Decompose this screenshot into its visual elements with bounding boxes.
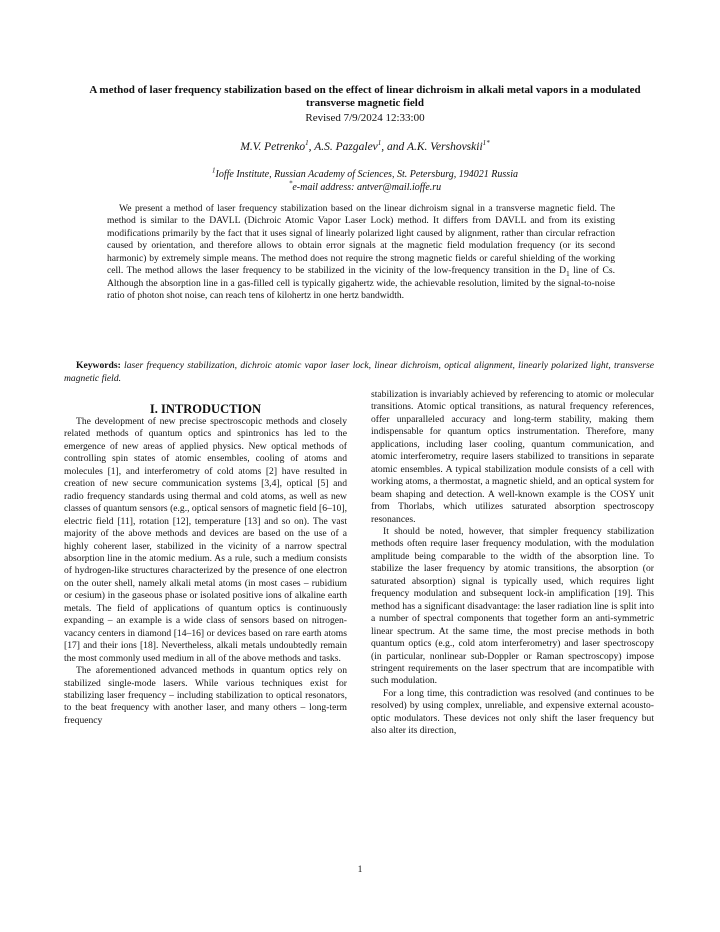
affiliation-block [80,168,650,194]
author-separator: , [308,141,315,153]
keywords-label: Keywords: [76,360,121,371]
email-address: e-mail address: antver@mail.ioffe.ru [292,182,442,193]
author-name: A.K. Vershovskii [406,141,483,153]
page-number: 1 [357,864,363,875]
author-affiliation-mark: 1 [377,139,382,148]
author-name: M.V. Petrenko [240,141,306,153]
affiliation-mark: 1 [212,166,216,175]
section-heading: I. INTRODUCTION [149,402,262,416]
paragraph: For a long time, this contradiction was resolved (and continues to be resolved) by using complex, unreliable, and expensive external acousto-optic modulators. These devices not only shift the laser frequency but also alter its direction, [371,687,654,737]
affiliation-institute: Ioffe Institute, Russian Academy of Sciences, St. Petersburg, 194021 Russia [215,169,518,180]
author-affiliation-mark: 1 [305,139,309,148]
author-name: A.S. Pazgalev [314,141,378,153]
email-line [80,181,650,194]
author-affiliation-mark: 1* [482,139,490,148]
affiliation-line [80,168,650,181]
left-column [64,402,347,727]
abstract-subscript: 1 [566,270,570,279]
keywords-text: laser frequency stabilization, dichroic atomic vapor laser lock, linear dichroism, optical alignment, linearly polarized light, transverse magnetic field. [64,360,654,384]
paragraph-continued: stabilization is invariably achieved by referencing to atomic or molecular transitions. Atomic optical transitions, as natural frequency references, offer unparalleled accuracy and long-term stability, making them indispensable for quantum optics instrumentation. Therefore, many applications, including laser cooling, quantum communication, and atomic interferometry, require lasers stabilized to transitions in separate atomic ensembles. A typical stabilization module consists of a cell with working atoms, a thermostat, a magnetic shield, and an optical system for beam shaping and detection. A well-known example is the COSY unit from Thorlabs, which utilizes saturated absorption spectroscopy resonances. [371,389,654,525]
author-list [80,140,650,154]
paragraph: The aforementioned advanced methods in quantum optics rely on stabilized single-mode lasers. While various techniques exist for stabilizing laser frequency – including stabilization to optical resonators, to the beat frequency with another laser, and many others – long-term frequency [64,665,347,726]
paragraph: It should be noted, however, that simpler frequency stabilization methods often require laser frequency modulation, with the modulation amplitude being comparable to the width of the absorption line. To stabilize the laser frequency by atomic transitions, the absorption (or saturated absorption) signal is typically used, which requires light frequency modulation and subsequent lock-in amplification [19]. This method has a significant disadvantage: the laser radiation line is split into a number of spectral components that together form an anti-symmetric linear spectrum. At the same time, the most precise methods in both quantum optics (e.g., cold atom interferometry) and laser spectroscopy (in particular, nonlinear sub-Doppler or Raman spectroscopy) impose stringent requirements on the laser spectrum that are incompatible with such modulation. [371,525,654,687]
keywords [64,360,654,385]
abstract-text: We present a method of laser frequency stabilization based on the linear dichroism signal in a transverse magnetic field. The method is similar to the DAVLL (Dichroic Atomic Vapor Laser Lock) method. It differs from DAVLL and from its existing modifications primarily by the fact that it uses signal of linearly polarized light caused by alignment, rather than circular refraction caused by orientation, and therefore allows to obtain error signals at the magnetic field modulation frequency (or its second harmonic) by extremely simple means. The method does not require the strong magnetic fields or careful shielding of the working cell. The method allows the laser frequency to be stabilized in the vicinity of the low-frequency transition in the D [107,203,615,277]
paper-title: A method of laser frequency stabilization based on the effect of linear dichroism in alkali metal vapors in a modulated transverse magnetic field [89,84,641,109]
revision-date: Revised 7/9/2024 12:33:00 [305,112,425,124]
author-separator: , and [381,141,407,153]
email-mark: * [288,179,293,188]
abstract-text: line of Cs. Although the absorption line in a gas-filled cell is typically gigahertz wide, the achievable resolution, limited by the signal-to-noise ratio of photon shot noise, can reach tens of kilohertz in one hertz bandwidth. [107,265,615,302]
abstract [107,203,615,303]
right-column [371,389,654,738]
paragraph: The development of new precise spectroscopic methods and closely related methods of quantum optics and spintronics has led to the emergence of new areas of applied physics. New optical methods of controlling spin states of atomic ensembles, cooling of atoms and molecules [1], and interferometry of cold atoms [2] have resulted in creation of new secure communication systems [3,4], optical [5] and radio frequency standards using thermal and cold atoms, as well as new classes of quantum sensors (e.g., optical sensors of magnetic field [6–10], electric field [11], rotation [12], temperature [13] and so on). The vast majority of the above methods and devices are based on the use of a highly coherent laser, stabilized in the vicinity of a narrow spectral absorption line in the atomic medium. As a rule, such a medium consists of hydrogen-like structures characterized by the presence of one electron on the outer shell, namely alkali metal atoms (in most cases – rubidium or cesium) in the gaseous phase or isolated positive ions of alkaline earth metals. The field of applications of quantum optics is continuously expanding – an example is a wide class of sensors based on nitrogen-vacancy centers in diamond [14–16] or devices based on rare earth atoms [17] and their ions [18]. Nevertheless, alkali metals undoubtedly remain the most commonly used medium in all of the above methods and tasks. [64,416,347,664]
